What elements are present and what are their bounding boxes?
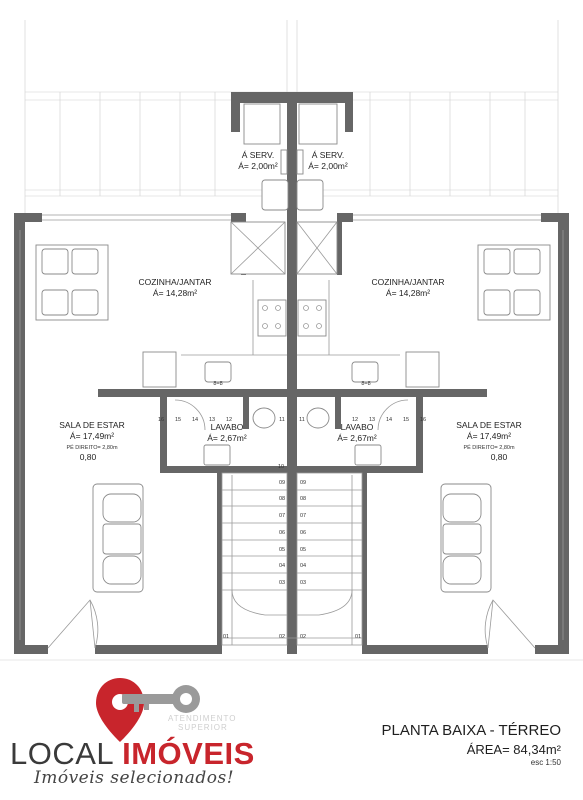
step-num: 08 [278,496,286,502]
step-num: 13 [368,417,376,423]
landing-step: 10 [277,464,285,470]
step-num: 15 [402,417,410,423]
brand-name [10,736,255,772]
step-num: 12 [351,417,359,423]
brand-tagline: Imóveis selecionados! [34,768,235,788]
step-num: 09 [278,480,286,486]
step-num: 06 [278,530,286,536]
step-num: 08 [299,496,307,502]
step-num: 11 [299,417,305,423]
living-left-ceiling: PÉ DIREITO= 2,80m [66,445,118,451]
step-num: 01 [354,634,362,640]
brand-name-part2: IMÓVEIS [122,736,255,771]
living-right-area: Á= 17,49m² [466,431,512,441]
kitchen-right-name: COZINHA/JANTAR [371,277,445,287]
plan-title: PLANTA BAIXA - TÉRREO [381,722,561,739]
service-left-area: Á= 2,00m² [238,161,278,171]
living-right-level: 0,80 [490,452,508,462]
step-num: 15 [174,417,182,423]
step-num: 01 [222,634,230,640]
step-num: 12 [225,417,233,423]
brand-name-part1: LOCAL [10,736,123,771]
kitchen-left-area: Á= 14,28m² [152,288,198,298]
step-num: 09 [299,480,307,486]
lavabo-left-area: Á= 2,67m² [207,433,247,443]
step-num: 16 [157,417,165,423]
living-left-name: SALA DE ESTAR [59,420,125,430]
step-num: 07 [278,513,286,519]
living-left-level: 0,80 [79,452,97,462]
plan-area: ÁREA= 84,34m² [466,742,561,757]
step-num: 06 [299,530,307,536]
step-num: 04 [299,563,307,569]
step-num: 16 [419,417,427,423]
living-left-area: Á= 17,49m² [69,431,115,441]
step-num: 02 [299,634,307,640]
step-num: 02 [278,634,286,640]
lavabo-left-name: LAVABO [210,422,244,432]
step-num: 04 [278,563,286,569]
service-right-area: Á= 2,00m² [308,161,348,171]
step-num: 07 [299,513,307,519]
lavabo-right-name: LAVABO [340,422,374,432]
step-num: 14 [191,417,199,423]
brand-ghost-line2: SUPERIOR [178,723,228,732]
title-block [381,722,561,767]
sink-tag-left: 8=8 [213,381,223,387]
service-right-name: Á SERV. [311,150,345,160]
living-right-ceiling: PÉ DIREITO= 2,80m [463,445,515,451]
service-left-name: Á SERV. [241,150,275,160]
sink-tag-right: 8=8 [361,381,371,387]
kitchen-left-name: COZINHA/JANTAR [138,277,212,287]
kitchen-right-area: Á= 14,28m² [385,288,431,298]
step-num: 03 [299,580,307,586]
lavabo-right-area: Á= 2,67m² [337,433,377,443]
step-num: 05 [299,547,307,553]
step-num: 03 [278,580,286,586]
step-num: 05 [278,547,286,553]
plan-scale: esc 1:50 [530,758,561,767]
living-right-name: SALA DE ESTAR [456,420,522,430]
step-num: 13 [208,417,216,423]
step-num: 14 [385,417,393,423]
step-num: 11 [279,417,285,423]
brand-ghost-line1: ATENDIMENTO [168,714,237,723]
